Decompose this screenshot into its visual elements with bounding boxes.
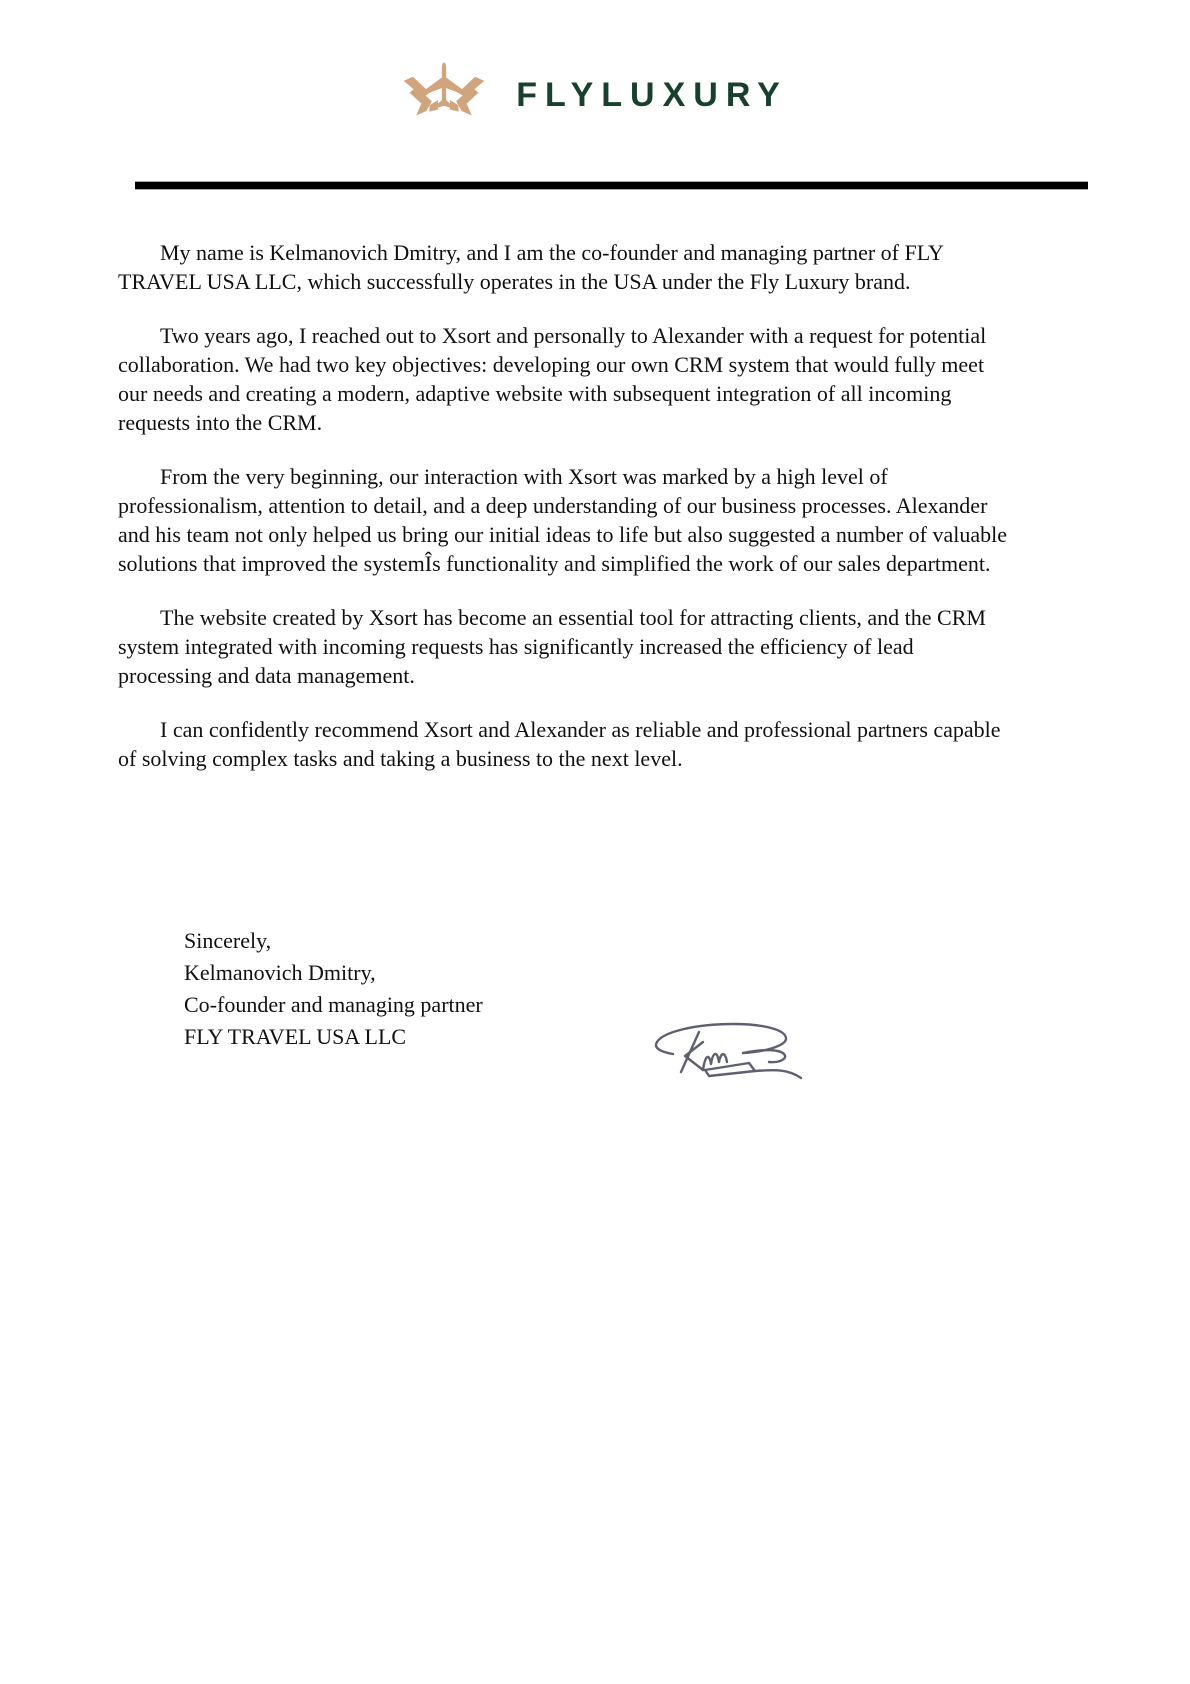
- crown-airplane-icon: [402, 58, 486, 124]
- brand-name: FLYLUXURY: [516, 75, 788, 114]
- signature-closing: Sincerely,: [184, 928, 272, 953]
- paragraph: The website created by Xsort has become an essential tool for attracting clients, and the CRM system integrated with incoming requests has significantly increased the efficiency of lead processing and data management.: [118, 605, 986, 688]
- signature-block: [118, 925, 1013, 1053]
- handwritten-signature: [643, 1018, 805, 1082]
- letter-body: [118, 238, 1013, 1053]
- header-divider-rule: [135, 181, 1088, 190]
- brand-logo: [0, 58, 1190, 124]
- paragraph: My name is Kelmanovich Dmitry, and I am the co-founder and managing partner of FLY TRAVEL USA LLC, which successfully operates in the USA under the Fly Luxury brand.: [118, 240, 944, 294]
- paragraph: Two years ago, I reached out to Xsort and personally to Alexander with a request for potential collaboration. We had two key objectives: developing our own CRM system that would fully meet our needs and creating a modern, adaptive website with subsequent integration of all incoming requests into the CRM.: [118, 323, 987, 435]
- paragraph: I can confidently recommend Xsort and Alexander as reliable and professional partners capable of solving complex tasks and taking a business to the next level.: [118, 717, 1001, 771]
- signature-company: FLY TRAVEL USA LLC: [184, 1024, 407, 1049]
- signature-title: Co-founder and managing partner: [184, 992, 483, 1017]
- paragraph: From the very beginning, our interaction with Xsort was marked by a high level of professionalism, attention to detail, and a deep understanding of our business processes. Alexander and his team not only helped us bring our initial ideas to life but also suggested a number of valuable solutions that improved the systemÎs functionality and simplified the work of our sales department.: [118, 464, 1007, 576]
- signature-name: Kelmanovich Dmitry,: [184, 960, 376, 985]
